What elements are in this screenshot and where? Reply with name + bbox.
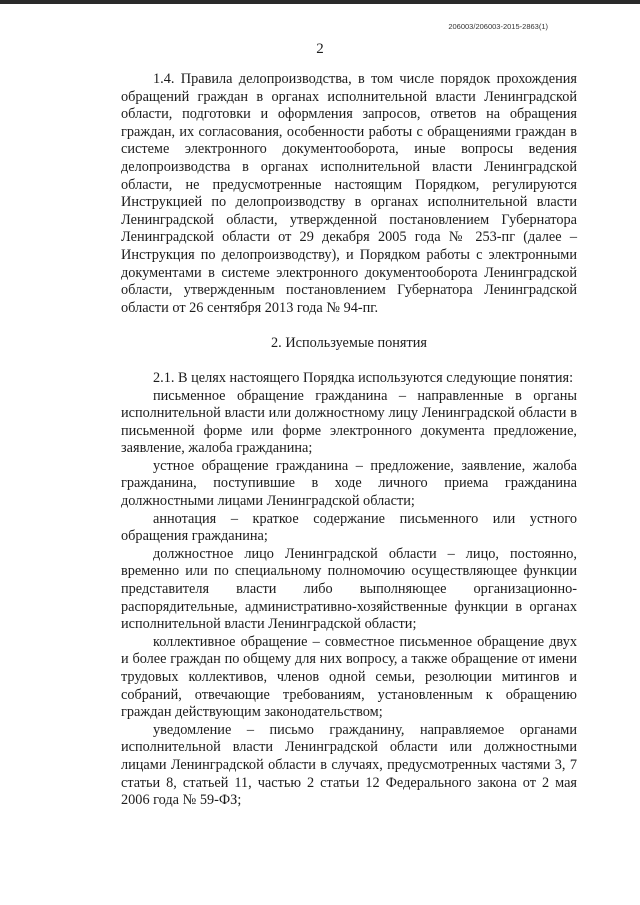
section-heading: 2. Используемые понятия <box>271 335 427 352</box>
definition-official: должностное лицо Ленинградской области – лицо, постоянно, временно или по специальному полномочию осуществляющее функции представителя власти либо выполняющее организационно-распорядительные, административно-хозяйственные функции в органах исполнительной власти Ленинградской области; <box>121 545 577 633</box>
paragraph-2-1: 2.1. В целях настоящего Порядка используются следующие понятия: <box>153 369 574 386</box>
page-top-border <box>0 0 640 4</box>
definition-written-appeal: письменное обращение гражданина – направленные в органы исполнительной власти или должностному лицу Ленинградской области в письменной форме или форме электронного документа предложение, заявление, жалоба гражданина; <box>121 387 577 457</box>
definition-notification: уведомление – письмо гражданину, направляемое органами исполнительной власти Ленинградской области или должностными лицами Ленинградской области в случаях, предусмотренных частями 3, 7 статьи 8, статьей 11, частью 2 статьи 12 Федерального закона от 2 мая 2006 года № 59-ФЗ; <box>121 721 577 809</box>
definition-oral-appeal: устное обращение гражданина – предложение, заявление, жалоба гражданина, поступившие в ходе личного приема гражданина должностными лицами Ленинградской области; <box>121 457 577 510</box>
document-body <box>121 71 577 810</box>
paragraph-1-4: 1.4. Правила делопроизводства, в том числе порядок прохождения обращений граждан в органах исполнительной власти Ленинградской области, подготовки и оформления запросов, ответов на обращения граждан, их согласования, особенности работы с обращениями граждан в системе электронного документооборота, иные вопросы ведения делопроизводства в органах исполнительной власти Ленинградской области, не предусмотренные настоящим Порядком, регулируются Инструкцией по делопроизводству в органах исполнительной власти Ленинградской области, утвержденной постановлением Губернатора Ленинградской области от 29 декабря 2005 года № 253-пг (далее – Инструкция по делопроизводству), и Порядком работы с электронными документами в системе электронного документооборота Ленинградской области, утвержденным постановлением Губернатора Ленинградской области от 26 сентября 2013 года № 94-пг. <box>121 71 577 316</box>
definition-annotation: аннотация – краткое содержание письменного или устного обращения гражданина; <box>121 510 577 545</box>
page-number: 2 <box>316 41 324 57</box>
document-id: 206003/206003-2015-2863(1) <box>448 22 548 31</box>
definition-collective-appeal: коллективное обращение – совместное письменное обращение двух и более граждан по общему для них вопросу, а также обращение от имени трудовых коллективов, членов одной семьи, резолюции митингов и собраний, отвечающие требованиям, установленным к обращению граждан действующим законодательством; <box>121 633 577 721</box>
